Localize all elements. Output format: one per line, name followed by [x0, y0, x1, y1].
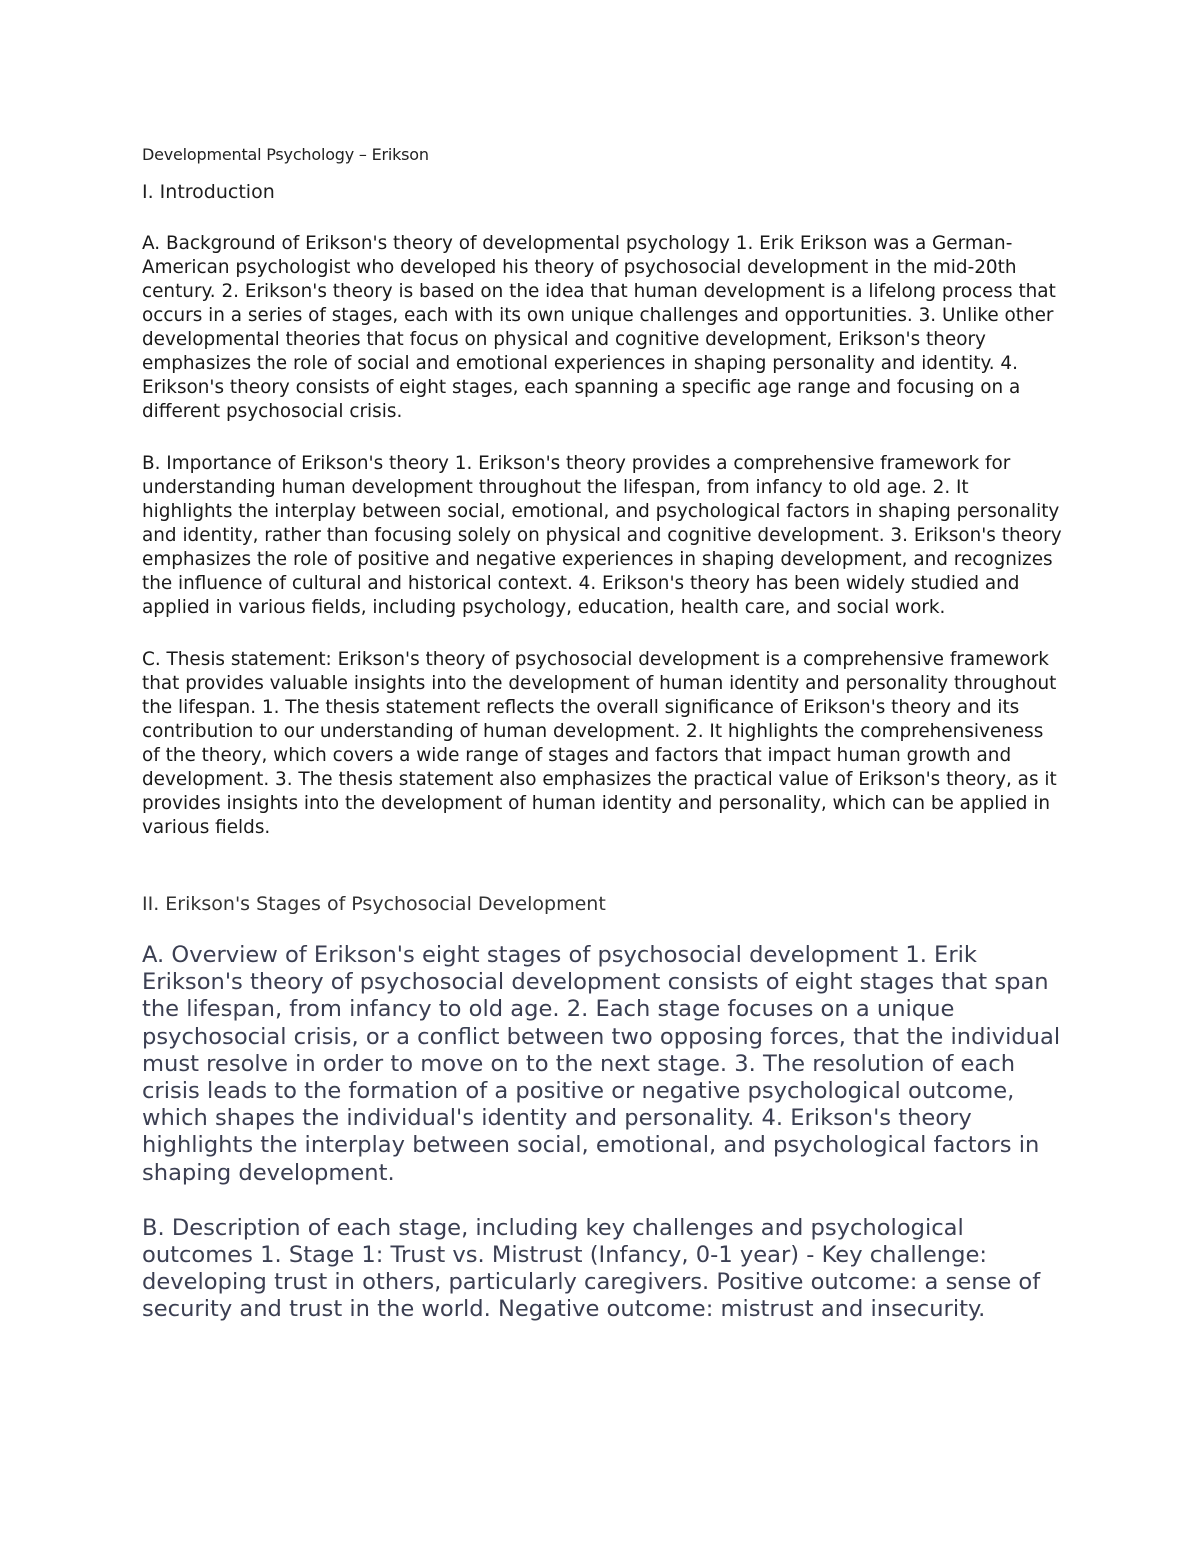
section-heading-stages: II. Erikson's Stages of Psychosocial Development — [142, 893, 606, 915]
document-title: Developmental Psychology – Erikson — [142, 145, 429, 164]
paragraph-thesis: C. Thesis statement: Erikson's theory of psychosocial development is a comprehensive framework that provides valuable insights into the development of human identity and personality throughout the lifespan. 1. The thesis statement reflects the overall significance of Erikson's theory and its contribution to our understanding of human development. 2. It highlights the comprehensiveness of the theory, which covers a wide range of stages and factors that impact human growth and development. 3. The thesis statement also emphasizes the practical value of Erikson's theory, as it provides insights into the development of human identity and personality, which can be applied in various fields. — [142, 649, 1057, 838]
paragraph-stage-descriptions: B. Description of each stage, including key challenges and psychological outcomes 1. Stage 1: Trust vs. Mistrust (Infancy, 0-1 year) - Key challenge: developing trust in others, particularly caregivers. Positive outcome: a sense of security and trust in the world. Negative outcome: mistrust and insecurity. — [142, 1214, 1041, 1323]
document-body — [142, 145, 1062, 1352]
paragraph-importance: B. Importance of Erikson's theory 1. Erikson's theory provides a comprehensive framework for understanding human development throughout the lifespan, from infancy to old age. 2. It highlights the interplay between social, emotional, and psychological factors in shaping personality and identity, rather than focusing solely on physical and cognitive development. 3. Erikson's theory emphasizes the role of positive and negative experiences in shaping development, and recognizes the influence of cultural and historical context. 4. Erikson's theory has been widely studied and applied in various fields, including psychology, education, health care, and social work. — [142, 453, 1062, 618]
paragraph-background: A. Background of Erikson's theory of developmental psychology 1. Erik Erikson was a German-American psychologist who developed his theory of psychosocial development in the mid-20th century. 2. Erikson's theory is based on the idea that human development is a lifelong process that occurs in a series of stages, each with its own unique challenges and opportunities. 3. Unlike other developmental theories that focus on physical and cognitive development, Erikson's theory emphasizes the role of social and emotional experiences in shaping personality and identity. 4. Erikson's theory consists of eight stages, each spanning a specific age range and focusing on a different psychosocial crisis. — [142, 233, 1056, 422]
section-heading-introduction: I. Introduction — [142, 181, 275, 203]
paragraph-overview-stages: A. Overview of Erikson's eight stages of psychosocial development 1. Erik Erikson's theory of psychosocial development consists of eight stages that span the lifespan, from infancy to old age. 2. Each stage focuses on a unique psychosocial crisis, or a conflict between two opposing forces, that the individual must resolve in order to move on to the next stage. 3. The resolution of each crisis leads to the formation of a positive or negative psychological outcome, which shapes the individual's identity and personality. 4. Erikson's theory highlights the interplay between social, emotional, and psychological factors in shaping development. — [142, 942, 1061, 1186]
